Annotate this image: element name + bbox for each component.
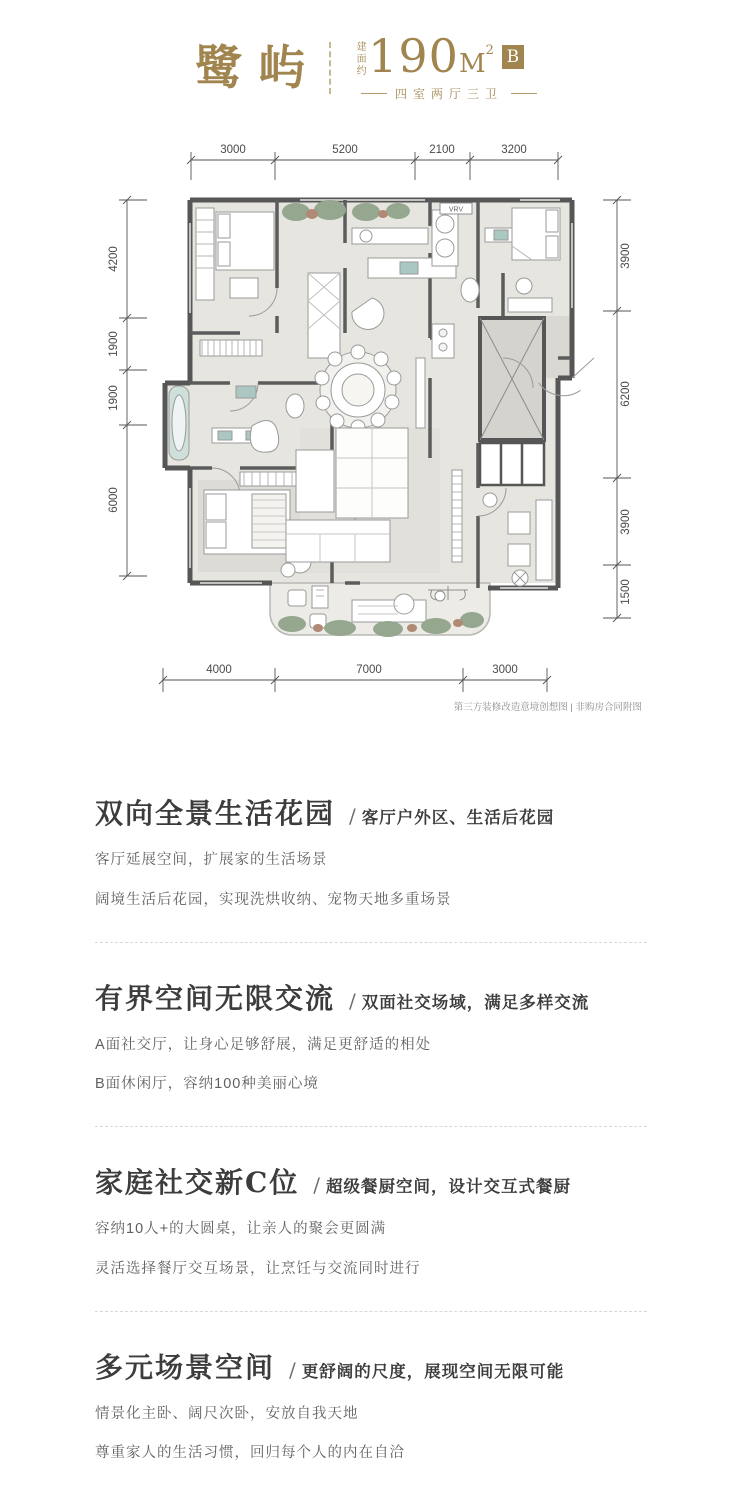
header [0,18,740,118]
dash-left [361,93,387,94]
dim-left-1: 4200 [108,246,120,272]
slash-separator: / [349,804,356,828]
dim-top-4: 3200 [501,144,527,156]
floor-plan [0,128,740,738]
slash-separator: / [289,1358,296,1382]
section-subtitle: 更舒阔的尺度，展现空间无限可能 [302,1358,565,1382]
layout-row [353,85,545,102]
utility-cells [480,443,544,485]
unit-type-badge: B [502,45,524,69]
section-line: 尊重家人的生活习惯，回归每个人的内在自洽 [95,1443,647,1465]
vrv-unit [440,203,472,214]
dim-top-3: 2100 [429,144,455,156]
layout-text: 四室两厅三卫 [395,85,503,102]
slash-separator: / [313,1173,320,1197]
dim-right-1: 3900 [620,243,632,269]
area-value: 190 [368,35,459,79]
section-scenes [95,1311,647,1495]
dim-left-4: 6000 [108,487,120,513]
dim-bottom-3: 3000 [492,664,518,676]
dim-left-2: 1900 [108,331,120,357]
dim-right-3: 3900 [620,509,632,535]
area-superscript: 2 [486,43,494,58]
section-subtitle: 客厅户外区、生活后花园 [362,804,555,828]
unit-info [353,35,545,102]
dim-bottom-1: 4000 [206,664,232,676]
section-line: B面休闲厅，容纳100种美丽心境 [95,1074,647,1096]
vrv-label: VRV [449,207,464,214]
section-line: 客厅延展空间，扩展家的生活场景 [95,850,647,872]
header-divider [329,42,331,94]
section-subtitle: 双面社交场域，满足多样交流 [362,989,590,1013]
dim-top-1: 3000 [220,144,246,156]
dim-left-3: 1900 [108,385,120,411]
section-title: 有界空间无限交流 [95,977,335,1017]
section-line: A面社交厅，让身心足够舒展，满足更舒适的相处 [95,1035,647,1057]
section-title: 多元场景空间 [95,1346,275,1386]
dim-bottom-2: 7000 [356,664,382,676]
elevator-shaft [480,318,544,440]
section-title: 家庭社交新C位 [95,1161,299,1201]
dash-right [511,93,537,94]
dim-right-2: 6200 [620,381,632,407]
area-prefix-label: 建面约 [354,41,364,77]
section-garden [95,758,647,942]
section-subtitle: 超级餐厨空间，设计交互式餐厨 [326,1173,571,1197]
area-unit: M [459,49,486,79]
plan-disclaimer: 第三方装修改造意境创想图 | 非购房合同附图 [454,701,642,713]
section-line: 情景化主卧、阔尺次卧，安放自我天地 [95,1404,647,1426]
feature-sections [95,758,647,1495]
floor-plan-svg [0,128,740,738]
section-dining [95,1126,647,1311]
section-line: 灵活选择餐厅交互场景，让烹饪与交流同时进行 [95,1259,647,1281]
section-line: 阔境生活后花园，实现洗烘收纳、宠物天地多重场景 [95,890,647,912]
brand-logo: 鹭屿 [195,45,321,92]
dim-right-4: 1500 [620,579,632,605]
section-social [95,942,647,1127]
section-line: 容纳10人+的大圆桌，让亲人的聚会更圆满 [95,1219,647,1241]
section-title: 双向全景生活花园 [95,792,335,832]
slash-separator: / [349,989,356,1013]
dim-top-2: 5200 [332,144,358,156]
